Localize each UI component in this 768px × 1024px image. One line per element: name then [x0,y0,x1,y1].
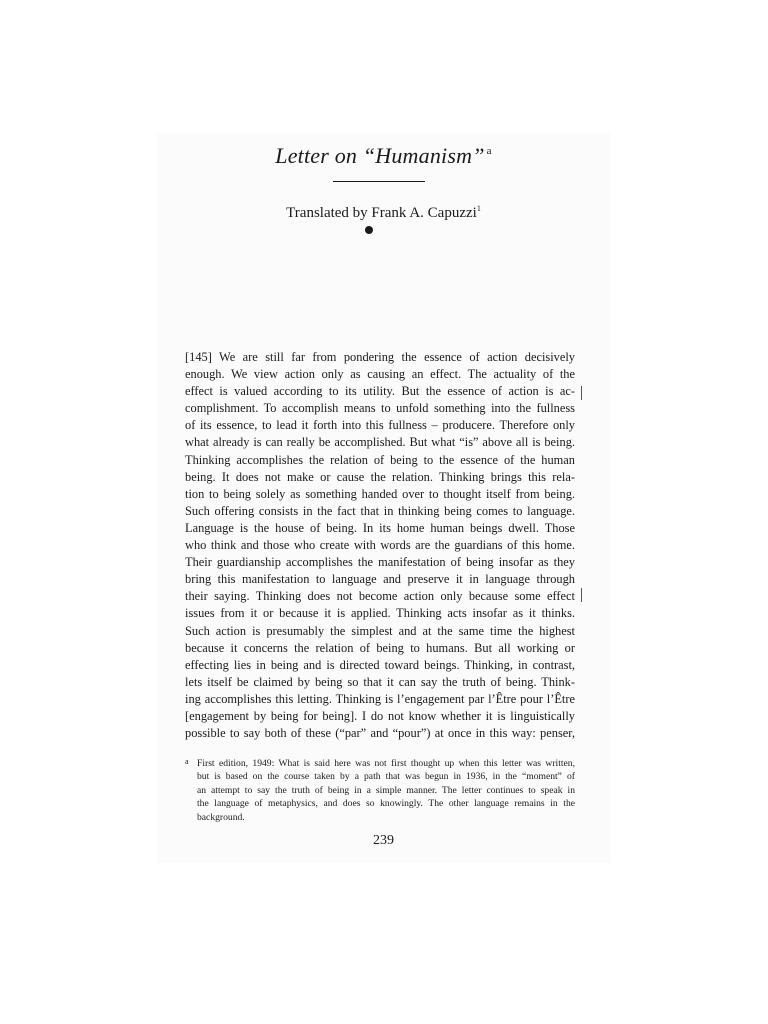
footnote-line: but is based on the course taken by a path that was begun in 1936, in the “moment” of [197,771,575,783]
body-line: of its essence, to lead it forth into this fullness – producere. Therefore only [185,418,575,433]
footnote [185,757,575,824]
footnote-line: the language of metaphysics, and does so knowingly. The other language remains in the [197,798,575,810]
body-line: tion to being solely as something handed over to thought itself from being. [185,486,575,501]
body-line: Such offering consists in the fact that in thinking being comes to language. [185,503,575,518]
body-line: because it concerns the relation of being to humans. But all working or [185,640,575,655]
body-line: being. It does not make or cause the relation. Thinking brings this rela- [185,469,575,484]
body-line: ing accomplishes this letting. Thinking is l’engagement par l’Être pour l’Être [185,691,575,706]
body-line: issues from it or because it is applied. Thinking acts insofar as it thinks. [185,606,575,621]
footnote-marker: a [185,757,189,766]
body-line: Their guardianship accomplishes the manifestation of being insofar as they [185,555,575,570]
body-paragraph [185,349,575,742]
translator-credit [157,204,610,222]
book-page [157,133,610,863]
body-line: effect is valued according to its utility. But the essence of action is ac- [185,384,575,399]
body-line: bring this manifestation to language and preserve it in language through [185,572,575,587]
body-line: who think and those who create with words are the guardians of this home. [185,538,575,553]
footnote-line: an attempt to say the truth of being in a simple manner. The letter continues to speak in [197,784,575,796]
chapter-title [157,143,610,169]
margin-mark [581,588,583,602]
footnote-line: background. [197,811,245,823]
body-line: complishment. To accomplish means to unfold something into the fullness [185,401,575,416]
margin-mark [581,386,583,400]
title-footnote-marker: a [486,145,492,157]
body-line: effecting lies in being and is directed toward beings. Thinking, in contrast, [185,657,575,672]
body-line: enough. We view action only as causing an effect. The actuality of the [185,367,575,382]
body-line: what already is can really be accomplished. But what “is” above all is being. [185,435,575,450]
body-line: [engagement by being for being]. I do not know whether it is linguistically [185,708,575,723]
page-number: 239 [373,833,394,848]
chapter-title-text: Letter on “Humanism” [275,143,485,168]
body-line: possible to say both of these (“par” and “pour”) at once in this way: penser, [185,726,575,741]
ornament-dot [365,226,373,234]
title-rule [333,181,425,182]
body-line: lets itself be claimed by being so that it can say the truth of being. Think- [185,674,575,689]
body-line: Thinking accomplishes the relation of being to the essence of the human [185,452,575,467]
translator-footnote-marker: 1 [476,204,481,213]
footnote-line [185,757,575,770]
body-line: their saying. Thinking does not become action only because some effect [185,589,575,604]
body-line: Language is the house of being. In its home human beings dwell. Those [185,520,575,535]
footnote-line-text: First edition, 1949: What is said here was not first thought up when this letter was written, [197,758,575,769]
translator-text: Translated by Frank A. Capuzzi [286,205,477,221]
body-line: [145] We are still far from pondering the essence of action decisively [185,350,575,364]
body-line: Such action is presumably the simplest and at the same time the highest [185,623,575,638]
